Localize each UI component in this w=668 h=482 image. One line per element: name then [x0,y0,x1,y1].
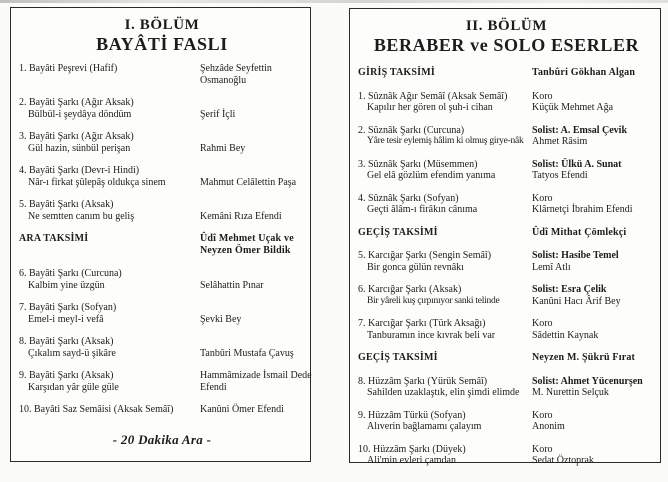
performer-name: Ûdî Mehmet Uçak ve [200,233,294,244]
piece-column [358,125,532,148]
performer-column [532,352,655,364]
program-item-row [19,165,305,188]
piece-column [19,370,200,393]
lyric-line: Tanburamın ince kıvrak beli var [367,329,496,341]
performer-name [200,97,305,109]
performer-name: Solist: Ahmet Yücenurşen [532,375,643,387]
performer-name: Kanûni Ömer Efendi [200,404,284,415]
piece-title-line: 7. Karcığar Şarkı (Türk Aksağı) [358,318,486,329]
piece-column [358,67,532,79]
lyric-line: Kapılır her gören ol şuh-i cihan [367,102,493,113]
performer-name [200,165,305,177]
performer-name: Ûdî Mithat Çömlekçi [532,226,627,238]
piece-title-line: 6. Karcığar Şarkı (Aksak) [358,284,462,295]
performer-name [200,268,305,280]
program-item-row [19,63,305,86]
piece-column [358,376,532,399]
section-heading-row [358,67,655,79]
lyric-line: Gel elâ gözlüm efendim yanıma [367,170,496,181]
performer-name: Küçük Mehmet Ağa [532,102,614,113]
piece-column [19,404,200,416]
lyric-line: Bülbül-i şeydâya döndüm [28,108,132,120]
performer-name: Klârnetçi İbrahim Efendi [532,204,633,215]
program-item-row [19,370,312,393]
program-item-row [19,97,305,120]
performer-name: Koro [532,409,553,421]
performer-name: Tatyos Efendi [532,170,588,181]
performer-name: Solist: Esra Çelik [532,284,607,295]
piece-column [358,159,532,182]
section-heading-row [19,233,305,256]
lyric-line: Gül hazin, sünbül perişan [28,142,131,154]
program-item-row [19,336,305,359]
performer-column [200,131,305,154]
performer-column [200,336,305,359]
performer-name: Solist: Hasibe Temel [532,250,619,261]
performer-name: Anonim [532,421,565,432]
program-page-2 [349,8,661,466]
piece-column [19,97,200,120]
piece-column [358,410,532,433]
performer-column [532,250,655,273]
performer-name: Koro [532,192,553,204]
piece-column [358,284,532,307]
performer-column [200,268,305,291]
piece-title-line: 3. Bayâti Şarkı (Ağır Aksak) [19,131,134,142]
section-heading-label: GEÇİŞ TAKSİMİ [358,226,438,238]
performer-name: Lemî Atlı [532,261,571,273]
lyric-line: Ne semtten canım bu geliş [28,210,135,222]
page-2-title-block [358,17,655,56]
program-item-row [19,302,305,325]
lyric-line: Karşıdan yâr güle güle [28,381,119,393]
performer-name: Koro [532,443,553,455]
program-page-1 [10,7,311,462]
performer-name: Neyzen M. Şükrü Fırat [532,352,636,363]
section-heading-label: ARA TAKSİMİ [19,233,89,244]
section-heading-row [358,227,655,239]
performer-name: M. Nurettin Selçuk [532,387,609,398]
program-item-row [358,193,655,216]
performer-column [532,284,655,307]
performer-name: Mahmut Celâlettin Paşa [200,176,297,188]
lyric-line: Çıkalım sayd-ü şikâre [28,347,116,359]
piece-column [19,302,200,325]
piece-column [19,165,200,188]
performer-column [532,193,655,216]
performer-name [200,199,305,211]
program-item-row [19,199,305,222]
section-heading-label: GEÇİŞ TAKSİMİ [358,352,438,363]
performer-column [200,97,305,120]
piece-column [358,91,532,114]
piece-column [19,199,200,222]
performer-column [532,125,655,148]
performer-name: Osmanoğlu [200,74,247,86]
lyric-line: Ali'min evleri çamdan [367,455,456,466]
section-heading-label: GİRİŞ TAKSİMİ [358,67,435,78]
section-name-title: BERABER ve SOLO ESERLER [373,35,640,55]
piece-column [358,250,532,273]
piece-column [19,336,200,359]
piece-title-line: 3. Sûznâk Şarkı (Müsemmen) [358,158,478,170]
performer-name: Sâdettin Kaynak [532,329,599,341]
performer-name: Solist: A. Emsal Çevik [532,124,628,136]
performer-name: Koro [532,318,553,329]
piece-title-line: 8. Bayâti Şarkı (Aksak) [19,336,114,347]
performer-column [532,159,655,182]
performer-column [532,444,655,467]
performer-name: Efendi [200,381,227,393]
program-item-row [358,444,655,467]
program-item-row [19,131,305,154]
lyric-line: Nâr-ı firkat şûlepâş oldukça sinem [28,176,166,188]
performer-column [200,233,305,256]
performer-name: Koro [532,90,553,102]
piece-title-line: 1. Bayâti Peşrevi (Hafif) [19,63,118,74]
piece-column [358,444,532,467]
performer-name: Hammâmizade İsmail Dede [200,370,312,381]
piece-column [358,227,532,239]
piece-title-line: 2. Sûznâk Şarkı (Curcuna) [358,124,465,136]
performer-name: Sedat Öztoprak [532,455,594,466]
piece-title-line: 5. Bayâti Şarkı (Aksak) [19,199,114,210]
performer-column [532,410,655,433]
performer-column [532,91,655,114]
lyric-line: Yâre tesir eylemiş hâlim ki olmuş girye-nâk [367,136,524,146]
performer-name: Şevki Bey [200,313,242,325]
lyric-line: Bir gonca gülün revnâkı [367,261,464,273]
performer-column [200,165,305,188]
piece-title-line: 8. Hüzzâm Şarkı (Yürük Semâî) [358,375,488,387]
lyric-line: Emel-i meyl-i vefâ [28,313,104,325]
performer-name: Rahmi Bey [200,142,246,154]
performer-name: Tanbûri Gökhan Algan [532,67,636,78]
piece-title-line: 4. Bayâti Şarkı (Devr-i Hindi) [19,165,140,176]
performer-column [532,376,655,399]
piece-column [19,233,200,256]
piece-column [358,352,532,364]
performer-name: Tanbûri Mustafa Çavuş [200,347,294,359]
program-item-row [358,410,655,433]
performer-column [200,370,312,393]
section-name-title: BAYÂTİ FASLI [96,34,228,54]
piece-title-line: 9. Bayâti Şarkı (Aksak) [19,370,114,381]
piece-column [358,318,532,341]
performer-name: Neyzen Ömer Bildik [200,244,291,256]
performer-column [200,63,305,86]
program-rows [19,63,312,427]
performer-column [532,227,655,239]
performer-column [532,67,655,79]
piece-column [19,131,200,154]
piece-title-line: 9. Hüzzâm Türkü (Sofyan) [358,409,466,421]
intermission-note: - 20 Dakika Ara - [112,432,212,447]
program-rows [358,64,655,478]
program-item-row [358,159,655,182]
performer-name [200,131,305,143]
piece-column [358,193,532,216]
performer-column [200,404,305,416]
lyric-line: Sahilden uzaklaştık, elin şimdi elimde [367,387,520,398]
performer-name: Şehzâde Seyfettin [200,63,272,74]
piece-title-line: 6. Bayâti Şarkı (Curcuna) [19,268,122,279]
piece-title-line: 10. Bayâti Saz Semâisi (Aksak Semâî) [19,404,174,415]
program-item-row [358,318,655,341]
performer-name: Kanûni Hacı Ârif Bey [532,295,621,307]
program-item-row [358,284,655,307]
section-number-title: I. BÖLÜM [124,17,200,33]
piece-column [19,268,200,291]
program-item-row [19,404,305,416]
piece-title-line: 4. Sûznâk Şarkı (Sofyan) [358,192,459,204]
lyric-line: Bir yâreli kuş çırpınıyor sanki telinde [367,295,500,306]
performer-name: Şerif İçli [200,108,236,120]
piece-column [19,63,200,86]
performer-name [200,336,305,348]
program-item-row [19,268,305,291]
lyric-line: Alıverin bağlamamı çalayım [367,421,482,432]
piece-title-line: 10. Hüzzâm Şarkı (Düyek) [358,443,466,455]
piece-title-line: 1. Sûznâk Ağır Semâî (Aksak Semâî) [358,90,508,102]
program-item-row [358,125,655,148]
performer-name: Solist: Ülkü A. Sunat [532,158,622,170]
section-number-title: II. BÖLÜM [465,18,548,34]
performer-column [200,199,305,222]
lyric-line: Geçti âlâm-ı firâkın cânıma [367,204,478,215]
performer-column [532,318,655,341]
performer-column [200,302,305,325]
program-item-row [358,376,655,399]
lyric-line: Kalbim yine üzgün [28,279,105,291]
performer-name [200,302,305,314]
scan-edge-artifact [0,0,668,3]
program-item-row [358,250,655,273]
performer-name: Selâhattin Pınar [200,279,264,291]
piece-title-line: 5. Karcığar Şarkı (Sengin Semâî) [358,250,492,261]
section-heading-row [358,352,655,364]
program-item-row [358,91,655,114]
performer-name: Kemâni Rıza Efendi [200,210,282,222]
page-1-title-block [19,16,305,55]
piece-title-line: 2. Bayâti Şarkı (Ağır Aksak) [19,97,134,108]
piece-title-line: 7. Bayâti Şarkı (Sofyan) [19,302,117,313]
performer-name: Ahmet Râsim [532,136,588,147]
